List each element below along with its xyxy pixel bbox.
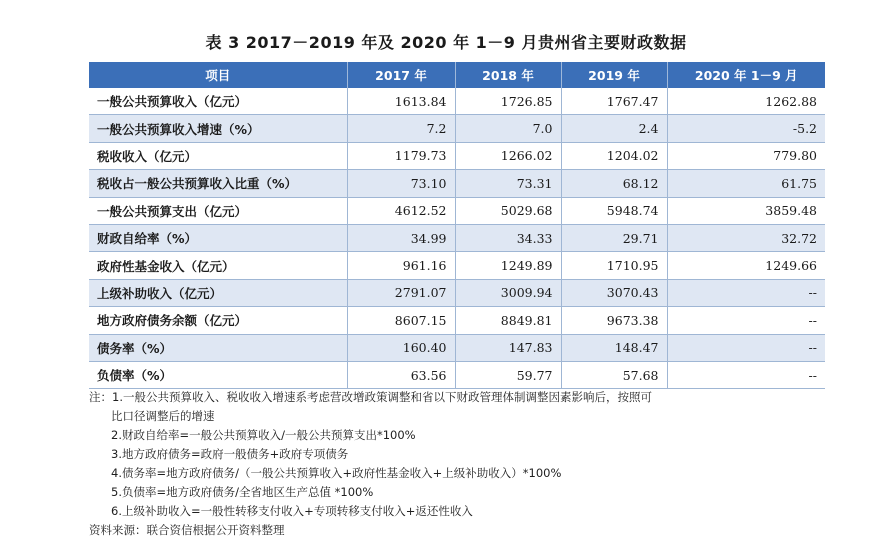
cell-value: 68.12 (561, 170, 667, 197)
row-label: 税收占一般公共预算收入比重（%） (89, 170, 347, 197)
row-label: 负债率（%） (89, 361, 347, 388)
table-row (89, 197, 825, 224)
table-row (89, 142, 825, 169)
cell-value: 160.40 (347, 334, 455, 361)
note-1-continued (89, 407, 829, 426)
cell-value: 148.47 (561, 334, 667, 361)
cell-value: 5948.74 (561, 197, 667, 224)
data-source: 资料来源：联合资信根据公开资料整理 (89, 523, 285, 537)
row-label: 一般公共预算收入增速（%） (89, 115, 347, 142)
row-label: 地方政府债务余额（亿元） (89, 307, 347, 334)
header-2020-q1-q3: 2020 年 1－9 月 (667, 62, 825, 88)
note-1 (89, 388, 829, 407)
cell-value: 1179.73 (347, 142, 455, 169)
table-row (89, 334, 825, 361)
note-1-line-2: 比口径调整后的增速 (111, 409, 215, 423)
cell-value: 63.56 (347, 361, 455, 388)
cell-value: 3009.94 (455, 279, 561, 306)
cell-value: 2791.07 (347, 279, 455, 306)
cell-value: 73.31 (455, 170, 561, 197)
note-5: 5.负债率=地方政府债务/全省地区生产总值 *100% (111, 485, 374, 499)
table-header-row (89, 62, 825, 88)
note-1-line-1: 1.一般公共预算收入、税收收入增速系考虑营改增政策调整和省以下财政管理体制调整因素影响后，按照可 (112, 390, 652, 404)
cell-value: 1726.85 (455, 88, 561, 115)
cell-value: 34.33 (455, 224, 561, 251)
table-notes (89, 388, 829, 540)
cell-value: 7.0 (455, 115, 561, 142)
header-2017: 2017 年 (347, 62, 455, 88)
cell-value: 2.4 (561, 115, 667, 142)
cell-value: 7.2 (347, 115, 455, 142)
cell-value: 1613.84 (347, 88, 455, 115)
cell-value: 1262.88 (667, 88, 825, 115)
cell-value: -- (667, 307, 825, 334)
row-label: 上级补助收入（亿元） (89, 279, 347, 306)
cell-value: 1204.02 (561, 142, 667, 169)
cell-value: -- (667, 334, 825, 361)
cell-value: -- (667, 361, 825, 388)
cell-value: 1249.89 (455, 252, 561, 279)
table-row (89, 88, 825, 115)
note-2: 2.财政自给率=一般公共预算收入/一般公共预算支出*100% (111, 428, 416, 442)
table-row (89, 307, 825, 334)
table-row (89, 115, 825, 142)
cell-value: 1710.95 (561, 252, 667, 279)
note-3: 3.地方政府债务=政府一般债务+政府专项债务 (111, 447, 349, 461)
notes-prefix: 注： (89, 390, 112, 404)
cell-value: 4612.52 (347, 197, 455, 224)
cell-value: 57.68 (561, 361, 667, 388)
cell-value: 61.75 (667, 170, 825, 197)
cell-value: 1249.66 (667, 252, 825, 279)
cell-value: 779.80 (667, 142, 825, 169)
cell-value: 34.99 (347, 224, 455, 251)
note-4: 4.债务率=地方政府债务/（一般公共预算收入+政府性基金收入+上级补助收入）*100% (111, 466, 562, 480)
cell-value: -5.2 (667, 115, 825, 142)
cell-value: 32.72 (667, 224, 825, 251)
note-6: 6.上级补助收入=一般性转移支付收入+专项转移支付收入+返还性收入 (111, 504, 473, 518)
row-label: 税收收入（亿元） (89, 142, 347, 169)
cell-value: 59.77 (455, 361, 561, 388)
table-row (89, 224, 825, 251)
table-row (89, 279, 825, 306)
row-label: 一般公共预算支出（亿元） (89, 197, 347, 224)
cell-value: 29.71 (561, 224, 667, 251)
fiscal-data-table (89, 62, 825, 389)
row-label: 政府性基金收入（亿元） (89, 252, 347, 279)
cell-value: 73.10 (347, 170, 455, 197)
header-2018: 2018 年 (455, 62, 561, 88)
table-title: 表 3 2017－2019 年及 2020 年 1－9 月贵州省主要财政数据 (205, 33, 687, 52)
cell-value: 1266.02 (455, 142, 561, 169)
cell-value: 3859.48 (667, 197, 825, 224)
cell-value: 1767.47 (561, 88, 667, 115)
header-item: 项目 (89, 62, 347, 88)
cell-value: 3070.43 (561, 279, 667, 306)
row-label: 一般公共预算收入（亿元） (89, 88, 347, 115)
header-2019: 2019 年 (561, 62, 667, 88)
row-label: 债务率（%） (89, 334, 347, 361)
cell-value: 147.83 (455, 334, 561, 361)
cell-value: 9673.38 (561, 307, 667, 334)
cell-value: 8607.15 (347, 307, 455, 334)
cell-value: 961.16 (347, 252, 455, 279)
table-row (89, 361, 825, 388)
cell-value: 5029.68 (455, 197, 561, 224)
cell-value: -- (667, 279, 825, 306)
cell-value: 8849.81 (455, 307, 561, 334)
table-row (89, 170, 825, 197)
table-row (89, 252, 825, 279)
row-label: 财政自给率（%） (89, 224, 347, 251)
